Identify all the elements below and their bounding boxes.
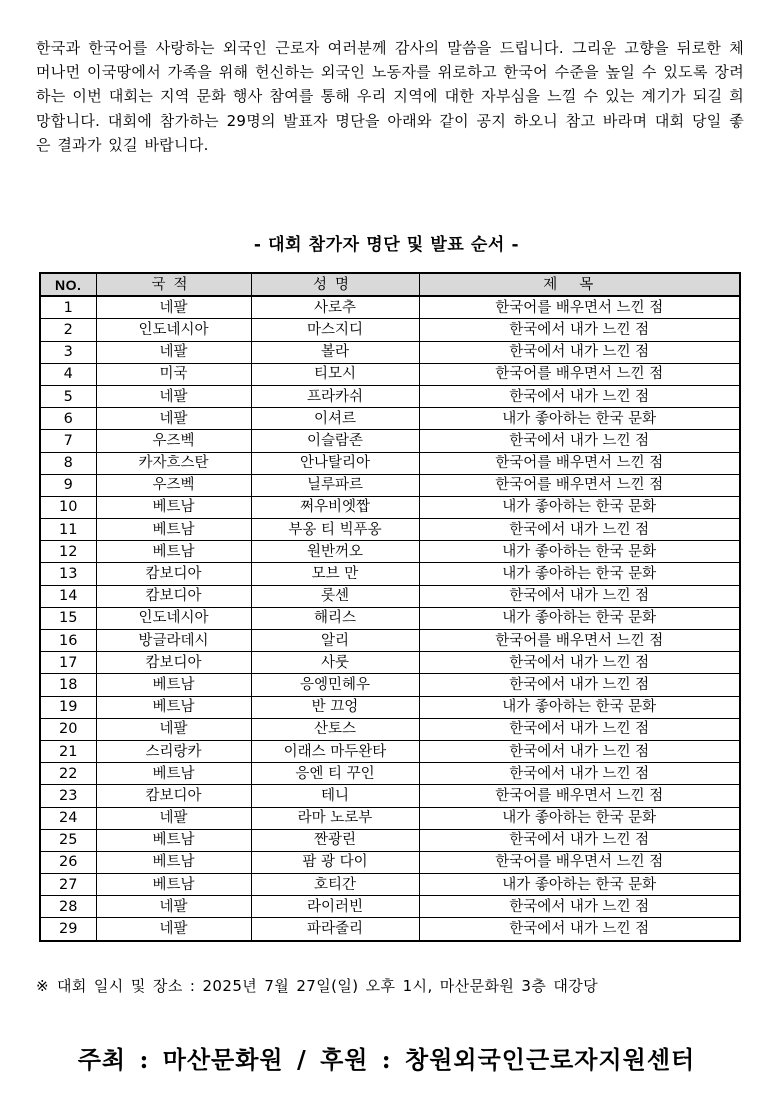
cell-name: 해리스	[251, 607, 419, 629]
header-country: 국적	[96, 273, 251, 296]
cell-country: 우즈벡	[96, 430, 251, 452]
cell-country: 캄보디아	[96, 652, 251, 674]
cell-no: 15	[40, 607, 96, 629]
cell-title: 한국에서 내가 느낀 점	[419, 652, 740, 674]
cell-title: 내가 좋아하는 한국 문화	[419, 541, 740, 563]
cell-name: 쩌우비엣짭	[251, 496, 419, 518]
cell-name: 이셔르	[251, 408, 419, 430]
cell-title: 한국어를 배우면서 느낀 점	[419, 452, 740, 474]
cell-title: 한국어를 배우면서 느낀 점	[419, 363, 740, 385]
cell-country: 베트남	[96, 763, 251, 785]
cell-country: 네팔	[96, 408, 251, 430]
cell-title: 한국에서 내가 느낀 점	[419, 519, 740, 541]
intro-paragraph: 한국과 한국어를 사랑하는 외국인 근로자 여러분께 감사의 말씀을 드립니다. 그리운 고향을 뒤로한 체 머나먼 이국땅에서 가족을 위해 헌신하는 외국인 노동자를 위로하고 한국어 수준을 높일 수 있도록 장려하는 이번 대회는 지역 문화 행사 참여를 통해 우리 지역에 대한 자부심을 느낄 수 있는 계기가 되길 희망합니다. 대회에 참가하는 29명의 발표자 명단을 아래와 같이 공지 하오니 참고 바라며 대회 당일 좋은 결과가 있길 바랍니다.	[36, 39, 744, 154]
cell-no: 4	[40, 363, 96, 385]
cell-country: 캄보디아	[96, 585, 251, 607]
cell-title: 내가 좋아하는 한국 문화	[419, 807, 740, 829]
cell-no: 10	[40, 496, 96, 518]
table-row	[40, 408, 740, 430]
cell-no: 14	[40, 585, 96, 607]
cell-country: 캄보디아	[96, 785, 251, 807]
header-no: NO.	[40, 273, 96, 296]
cell-country: 네팔	[96, 918, 251, 941]
table-row	[40, 807, 740, 829]
cell-title: 한국에서 내가 느낀 점	[419, 341, 740, 363]
table-row	[40, 519, 740, 541]
cell-title: 한국에서 내가 느낀 점	[419, 674, 740, 696]
cell-no: 29	[40, 918, 96, 941]
table-row	[40, 296, 740, 319]
cell-no: 24	[40, 807, 96, 829]
table-row	[40, 674, 740, 696]
cell-country: 인도네시아	[96, 607, 251, 629]
table-subtitle: - 대회 참가자 명단 및 발표 순서 -	[253, 235, 520, 255]
cell-name: 안나탈리아	[251, 452, 419, 474]
table-row	[40, 785, 740, 807]
table-row	[40, 363, 740, 385]
cell-country: 네팔	[96, 896, 251, 918]
cell-name: 이슬람존	[251, 430, 419, 452]
table-row	[40, 430, 740, 452]
cell-no: 20	[40, 718, 96, 740]
cell-name: 라마 노로부	[251, 807, 419, 829]
table-row	[40, 541, 740, 563]
cell-country: 베트남	[96, 496, 251, 518]
cell-name: 응엥민헤우	[251, 674, 419, 696]
table-row	[40, 829, 740, 851]
cell-title: 한국에서 내가 느낀 점	[419, 763, 740, 785]
cell-name: 짠광린	[251, 829, 419, 851]
table-row	[40, 385, 740, 407]
cell-country: 베트남	[96, 696, 251, 718]
cell-country: 인도네시아	[96, 319, 251, 341]
cell-country: 베트남	[96, 541, 251, 563]
cell-country: 베트남	[96, 519, 251, 541]
cell-title: 한국어를 배우면서 느낀 점	[419, 474, 740, 496]
cell-country: 미국	[96, 363, 251, 385]
cell-name: 응엔 티 꾸인	[251, 763, 419, 785]
cell-name: 라이러빈	[251, 896, 419, 918]
cell-name: 볼라	[251, 341, 419, 363]
cell-country: 스리랑카	[96, 740, 251, 762]
cell-no: 9	[40, 474, 96, 496]
cell-title: 내가 좋아하는 한국 문화	[419, 408, 740, 430]
cell-title: 한국에서 내가 느낀 점	[419, 585, 740, 607]
table-row	[40, 718, 740, 740]
cell-title: 내가 좋아하는 한국 문화	[419, 496, 740, 518]
cell-name: 사로추	[251, 296, 419, 319]
cell-title: 한국에서 내가 느낀 점	[419, 385, 740, 407]
cell-no: 2	[40, 319, 96, 341]
cell-name: 프라카쉬	[251, 385, 419, 407]
cell-title: 한국에서 내가 느낀 점	[419, 829, 740, 851]
table-row	[40, 652, 740, 674]
cell-title: 한국에서 내가 느낀 점	[419, 918, 740, 941]
cell-name: 롯센	[251, 585, 419, 607]
cell-name: 반 끄엉	[251, 696, 419, 718]
table-body	[40, 296, 740, 940]
cell-country: 네팔	[96, 385, 251, 407]
table-row	[40, 896, 740, 918]
organizer-footer: 주최 : 마산문화원 / 후원 : 창원외국인근로자지원센터	[77, 1045, 696, 1074]
cell-country: 캄보디아	[96, 563, 251, 585]
table-row	[40, 474, 740, 496]
cell-no: 28	[40, 896, 96, 918]
cell-no: 23	[40, 785, 96, 807]
cell-name: 호티간	[251, 874, 419, 896]
cell-name: 산토스	[251, 718, 419, 740]
cell-title: 내가 좋아하는 한국 문화	[419, 874, 740, 896]
table-row	[40, 319, 740, 341]
cell-title: 내가 좋아하는 한국 문화	[419, 696, 740, 718]
table-row	[40, 607, 740, 629]
cell-no: 1	[40, 296, 96, 319]
cell-title: 한국에서 내가 느낀 점	[419, 430, 740, 452]
participant-table	[39, 272, 741, 942]
table-row	[40, 763, 740, 785]
cell-name: 이래스 마두완타	[251, 740, 419, 762]
header-name: 성명	[251, 273, 419, 296]
table-row	[40, 696, 740, 718]
table-row	[40, 874, 740, 896]
cell-title: 한국어를 배우면서 느낀 점	[419, 851, 740, 873]
cell-country: 카자흐스탄	[96, 452, 251, 474]
cell-country: 베트남	[96, 874, 251, 896]
cell-no: 22	[40, 763, 96, 785]
cell-country: 네팔	[96, 807, 251, 829]
cell-name: 알리	[251, 630, 419, 652]
cell-name: 닐루파르	[251, 474, 419, 496]
cell-name: 팜 광 다이	[251, 851, 419, 873]
cell-name: 부옹 티 빅푸옹	[251, 519, 419, 541]
header-title: 제목	[419, 273, 740, 296]
cell-no: 25	[40, 829, 96, 851]
cell-no: 13	[40, 563, 96, 585]
table-row	[40, 918, 740, 941]
cell-no: 5	[40, 385, 96, 407]
cell-no: 3	[40, 341, 96, 363]
cell-no: 12	[40, 541, 96, 563]
table-row	[40, 851, 740, 873]
cell-name: 사룻	[251, 652, 419, 674]
cell-no: 27	[40, 874, 96, 896]
cell-country: 우즈벡	[96, 474, 251, 496]
table-row	[40, 496, 740, 518]
cell-country: 베트남	[96, 851, 251, 873]
cell-title: 한국에서 내가 느낀 점	[419, 718, 740, 740]
note-mark: ※	[36, 977, 49, 995]
cell-no: 11	[40, 519, 96, 541]
cell-no: 16	[40, 630, 96, 652]
cell-country: 네팔	[96, 296, 251, 319]
cell-name: 파라줄리	[251, 918, 419, 941]
cell-country: 네팔	[96, 718, 251, 740]
cell-no: 26	[40, 851, 96, 873]
event-note	[36, 975, 756, 996]
cell-no: 17	[40, 652, 96, 674]
cell-no: 8	[40, 452, 96, 474]
cell-title: 한국에서 내가 느낀 점	[419, 896, 740, 918]
cell-no: 7	[40, 430, 96, 452]
cell-no: 6	[40, 408, 96, 430]
cell-no: 21	[40, 740, 96, 762]
cell-title: 한국어를 배우면서 느낀 점	[419, 296, 740, 319]
event-note-text: 대회 일시 및 장소 : 2025년 7월 27일(일) 오후 1시, 마산문화원 3층 대강당	[56, 977, 599, 995]
cell-title: 내가 좋아하는 한국 문화	[419, 563, 740, 585]
cell-no: 18	[40, 674, 96, 696]
table-header-row	[40, 273, 740, 296]
table-row	[40, 740, 740, 762]
cell-title: 내가 좋아하는 한국 문화	[419, 607, 740, 629]
cell-title: 한국에서 내가 느낀 점	[419, 740, 740, 762]
cell-country: 네팔	[96, 341, 251, 363]
cell-country: 방글라데시	[96, 630, 251, 652]
cell-title: 한국어를 배우면서 느낀 점	[419, 630, 740, 652]
cell-name: 모브 만	[251, 563, 419, 585]
cell-name: 티모시	[251, 363, 419, 385]
cell-title: 한국어를 배우면서 느낀 점	[419, 785, 740, 807]
cell-country: 베트남	[96, 829, 251, 851]
cell-name: 원반꺼오	[251, 541, 419, 563]
cell-title: 한국에서 내가 느낀 점	[419, 319, 740, 341]
table-row	[40, 341, 740, 363]
table-row	[40, 563, 740, 585]
table-row	[40, 585, 740, 607]
cell-name: 마스지디	[251, 319, 419, 341]
cell-name: 테니	[251, 785, 419, 807]
cell-no: 19	[40, 696, 96, 718]
table-row	[40, 630, 740, 652]
table-row	[40, 452, 740, 474]
cell-country: 베트남	[96, 674, 251, 696]
